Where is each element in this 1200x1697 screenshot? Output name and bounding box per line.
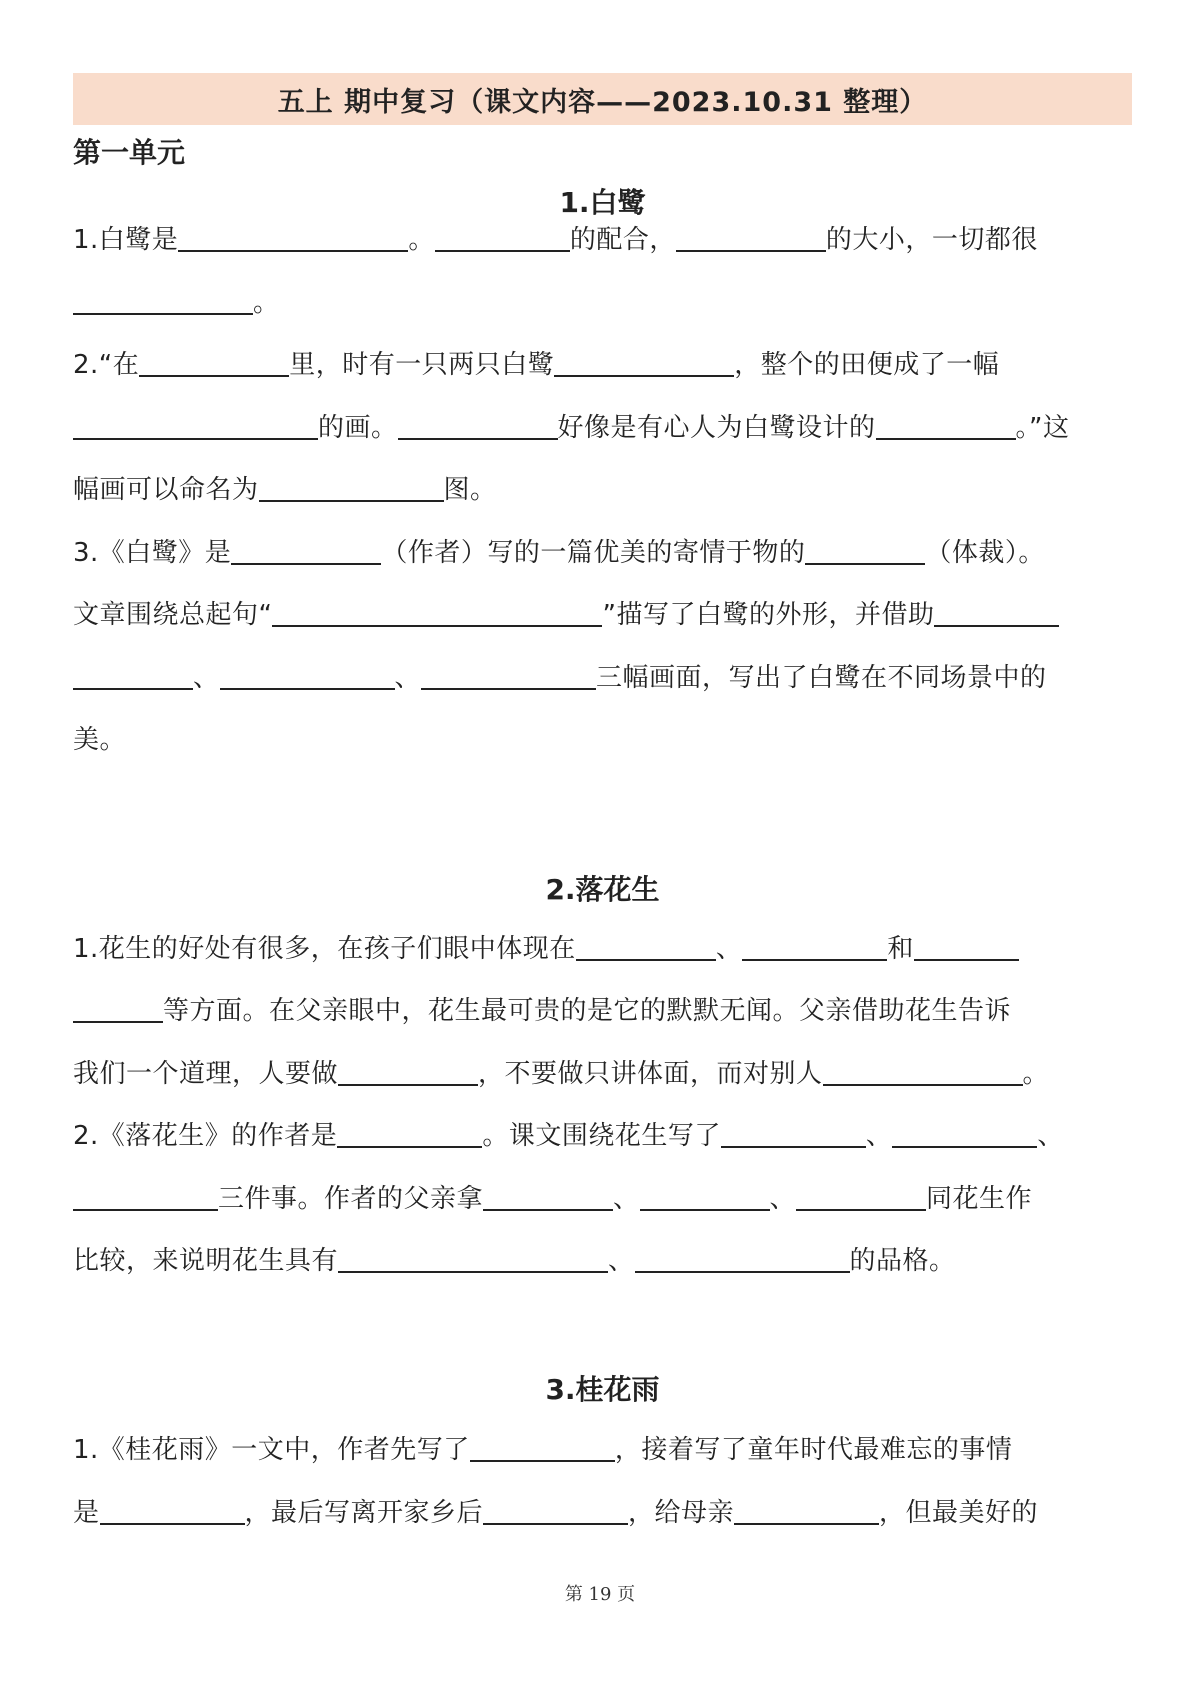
fill-blank[interactable] — [73, 1179, 218, 1211]
text-segment: 。 — [1022, 1059, 1050, 1089]
fill-blank[interactable] — [470, 1430, 615, 1462]
fill-blank[interactable] — [483, 1493, 628, 1525]
text-line — [73, 928, 1019, 970]
text-segment: 、 — [608, 1246, 635, 1276]
fill-blank[interactable] — [823, 1054, 1023, 1086]
text-line — [73, 1492, 1038, 1534]
fill-blank[interactable] — [73, 658, 193, 690]
text-segment: 1.白鹭是 — [73, 225, 179, 255]
fill-blank[interactable] — [220, 658, 395, 690]
fill-blank[interactable] — [398, 408, 558, 440]
fill-blank[interactable] — [73, 408, 318, 440]
fill-blank[interactable] — [259, 470, 444, 502]
text-segment: ，给母亲 — [628, 1498, 735, 1528]
text-segment: 是 — [73, 1498, 100, 1528]
unit-title: 第一单元 — [73, 136, 186, 169]
text-segment: 、 — [715, 934, 743, 964]
page-number: 第 19 页 — [564, 1584, 636, 1605]
text-segment: 我们一个道理，人要做 — [73, 1059, 339, 1089]
fill-blank[interactable] — [805, 533, 925, 565]
lesson-title: 1.白鹭 — [559, 186, 646, 219]
fill-blank[interactable] — [734, 1493, 879, 1525]
document-title: 五上 期中复习（课文内容——2023.10.31 整理） — [277, 86, 928, 118]
text-segment: 里，时有一只两只白鹭 — [289, 350, 555, 380]
fill-blank[interactable] — [742, 929, 887, 961]
text-segment: 。课文围绕花生写了 — [482, 1121, 721, 1151]
text-line — [73, 990, 1011, 1032]
text-line — [73, 657, 1047, 699]
fill-blank[interactable] — [483, 1179, 613, 1211]
text-segment: ，但最美好的 — [879, 1498, 1039, 1528]
text-segment: ，整个的田便成了一幅 — [734, 350, 1000, 380]
text-segment: 等方面。在父亲眼中，花生最可贵的是它的默默无闻。父亲借助花生告诉 — [163, 996, 1012, 1026]
text-line — [73, 719, 126, 761]
fill-blank[interactable] — [139, 345, 289, 377]
text-line — [73, 1115, 1064, 1157]
lesson-title: 3.桂花雨 — [545, 1373, 660, 1406]
text-segment: （体裁）。 — [925, 538, 1045, 568]
fill-blank[interactable] — [231, 533, 381, 565]
text-segment: 3.《白鹭》是 — [73, 538, 232, 568]
text-segment: 好像是有心人为白鹭设计的 — [557, 413, 876, 443]
text-segment: 同花生作 — [926, 1184, 1033, 1214]
fill-blank[interactable] — [73, 991, 163, 1023]
text-segment: 、 — [769, 1184, 797, 1214]
lesson-title: 2.落花生 — [545, 873, 660, 906]
text-line — [73, 532, 1045, 574]
fill-blank[interactable] — [337, 1116, 482, 1148]
fill-blank[interactable] — [272, 595, 602, 627]
text-segment: 的配合， — [569, 225, 676, 255]
text-line — [73, 1429, 1012, 1471]
fill-blank[interactable] — [796, 1179, 926, 1211]
fill-blank[interactable] — [73, 283, 253, 315]
text-line — [73, 1053, 1049, 1095]
fill-blank[interactable] — [338, 1054, 478, 1086]
fill-blank[interactable] — [892, 1116, 1037, 1148]
fill-blank[interactable] — [914, 929, 1019, 961]
text-segment: 和 — [887, 934, 914, 964]
text-line — [73, 1240, 956, 1282]
text-segment: 、 — [193, 663, 220, 693]
text-segment: 1.《桂花雨》一文中，作者先写了 — [73, 1435, 470, 1465]
text-segment: 、 — [1037, 1121, 1064, 1151]
text-segment: 三幅画面，写出了白鹭在不同场景中的 — [596, 663, 1047, 693]
text-segment: 。 — [408, 225, 435, 255]
text-segment: ”描写了白鹭的外形，并借助 — [602, 600, 935, 630]
fill-blank[interactable] — [435, 220, 570, 252]
text-line — [73, 219, 1038, 261]
text-line — [73, 344, 999, 386]
text-segment: 美。 — [73, 725, 127, 755]
fill-blank[interactable] — [338, 1241, 608, 1273]
text-segment: ，接着写了童年时代最难忘的事情 — [614, 1435, 1013, 1465]
fill-blank[interactable] — [676, 220, 826, 252]
document-header — [73, 73, 1132, 125]
text-segment: 、 — [613, 1184, 640, 1214]
text-line — [73, 594, 1059, 636]
text-segment: 比较，来说明花生具有 — [73, 1246, 339, 1276]
text-segment: 。 — [253, 288, 280, 318]
fill-blank[interactable] — [178, 220, 408, 252]
fill-blank[interactable] — [421, 658, 596, 690]
text-line — [73, 1178, 1032, 1220]
text-segment: ，最后写离开家乡后 — [244, 1498, 484, 1528]
text-segment: 的画。 — [318, 413, 398, 443]
fill-blank[interactable] — [934, 595, 1059, 627]
text-segment: 的大小，一切都很 — [825, 225, 1038, 255]
fill-blank[interactable] — [554, 345, 734, 377]
text-line — [73, 407, 1070, 449]
text-segment: 的品格。 — [849, 1246, 956, 1276]
text-segment: ，不要做只讲体面，而对别人 — [478, 1059, 823, 1089]
fill-blank[interactable] — [721, 1116, 866, 1148]
text-segment: 2.《落花生》的作者是 — [73, 1121, 338, 1151]
text-line — [73, 282, 280, 324]
text-segment: 2.“在 — [73, 350, 140, 380]
fill-blank[interactable] — [100, 1493, 245, 1525]
text-segment: 1.花生的好处有很多，在孩子们眼中体现在 — [73, 934, 576, 964]
text-segment: 、 — [394, 663, 422, 693]
text-segment: 文章围绕总起句“ — [73, 600, 273, 630]
text-segment: 三件事。作者的父亲拿 — [218, 1184, 484, 1214]
text-segment: （作者）写的一篇优美的寄情于物的 — [381, 538, 806, 568]
fill-blank[interactable] — [876, 408, 1016, 440]
text-segment: 图。 — [443, 475, 497, 505]
fill-blank[interactable] — [640, 1179, 770, 1211]
text-line — [73, 469, 497, 511]
text-segment: 。”这 — [1015, 413, 1070, 443]
text-segment: 、 — [865, 1121, 893, 1151]
fill-blank[interactable] — [635, 1241, 850, 1273]
text-segment: 幅画可以命名为 — [73, 475, 259, 505]
fill-blank[interactable] — [576, 929, 716, 961]
